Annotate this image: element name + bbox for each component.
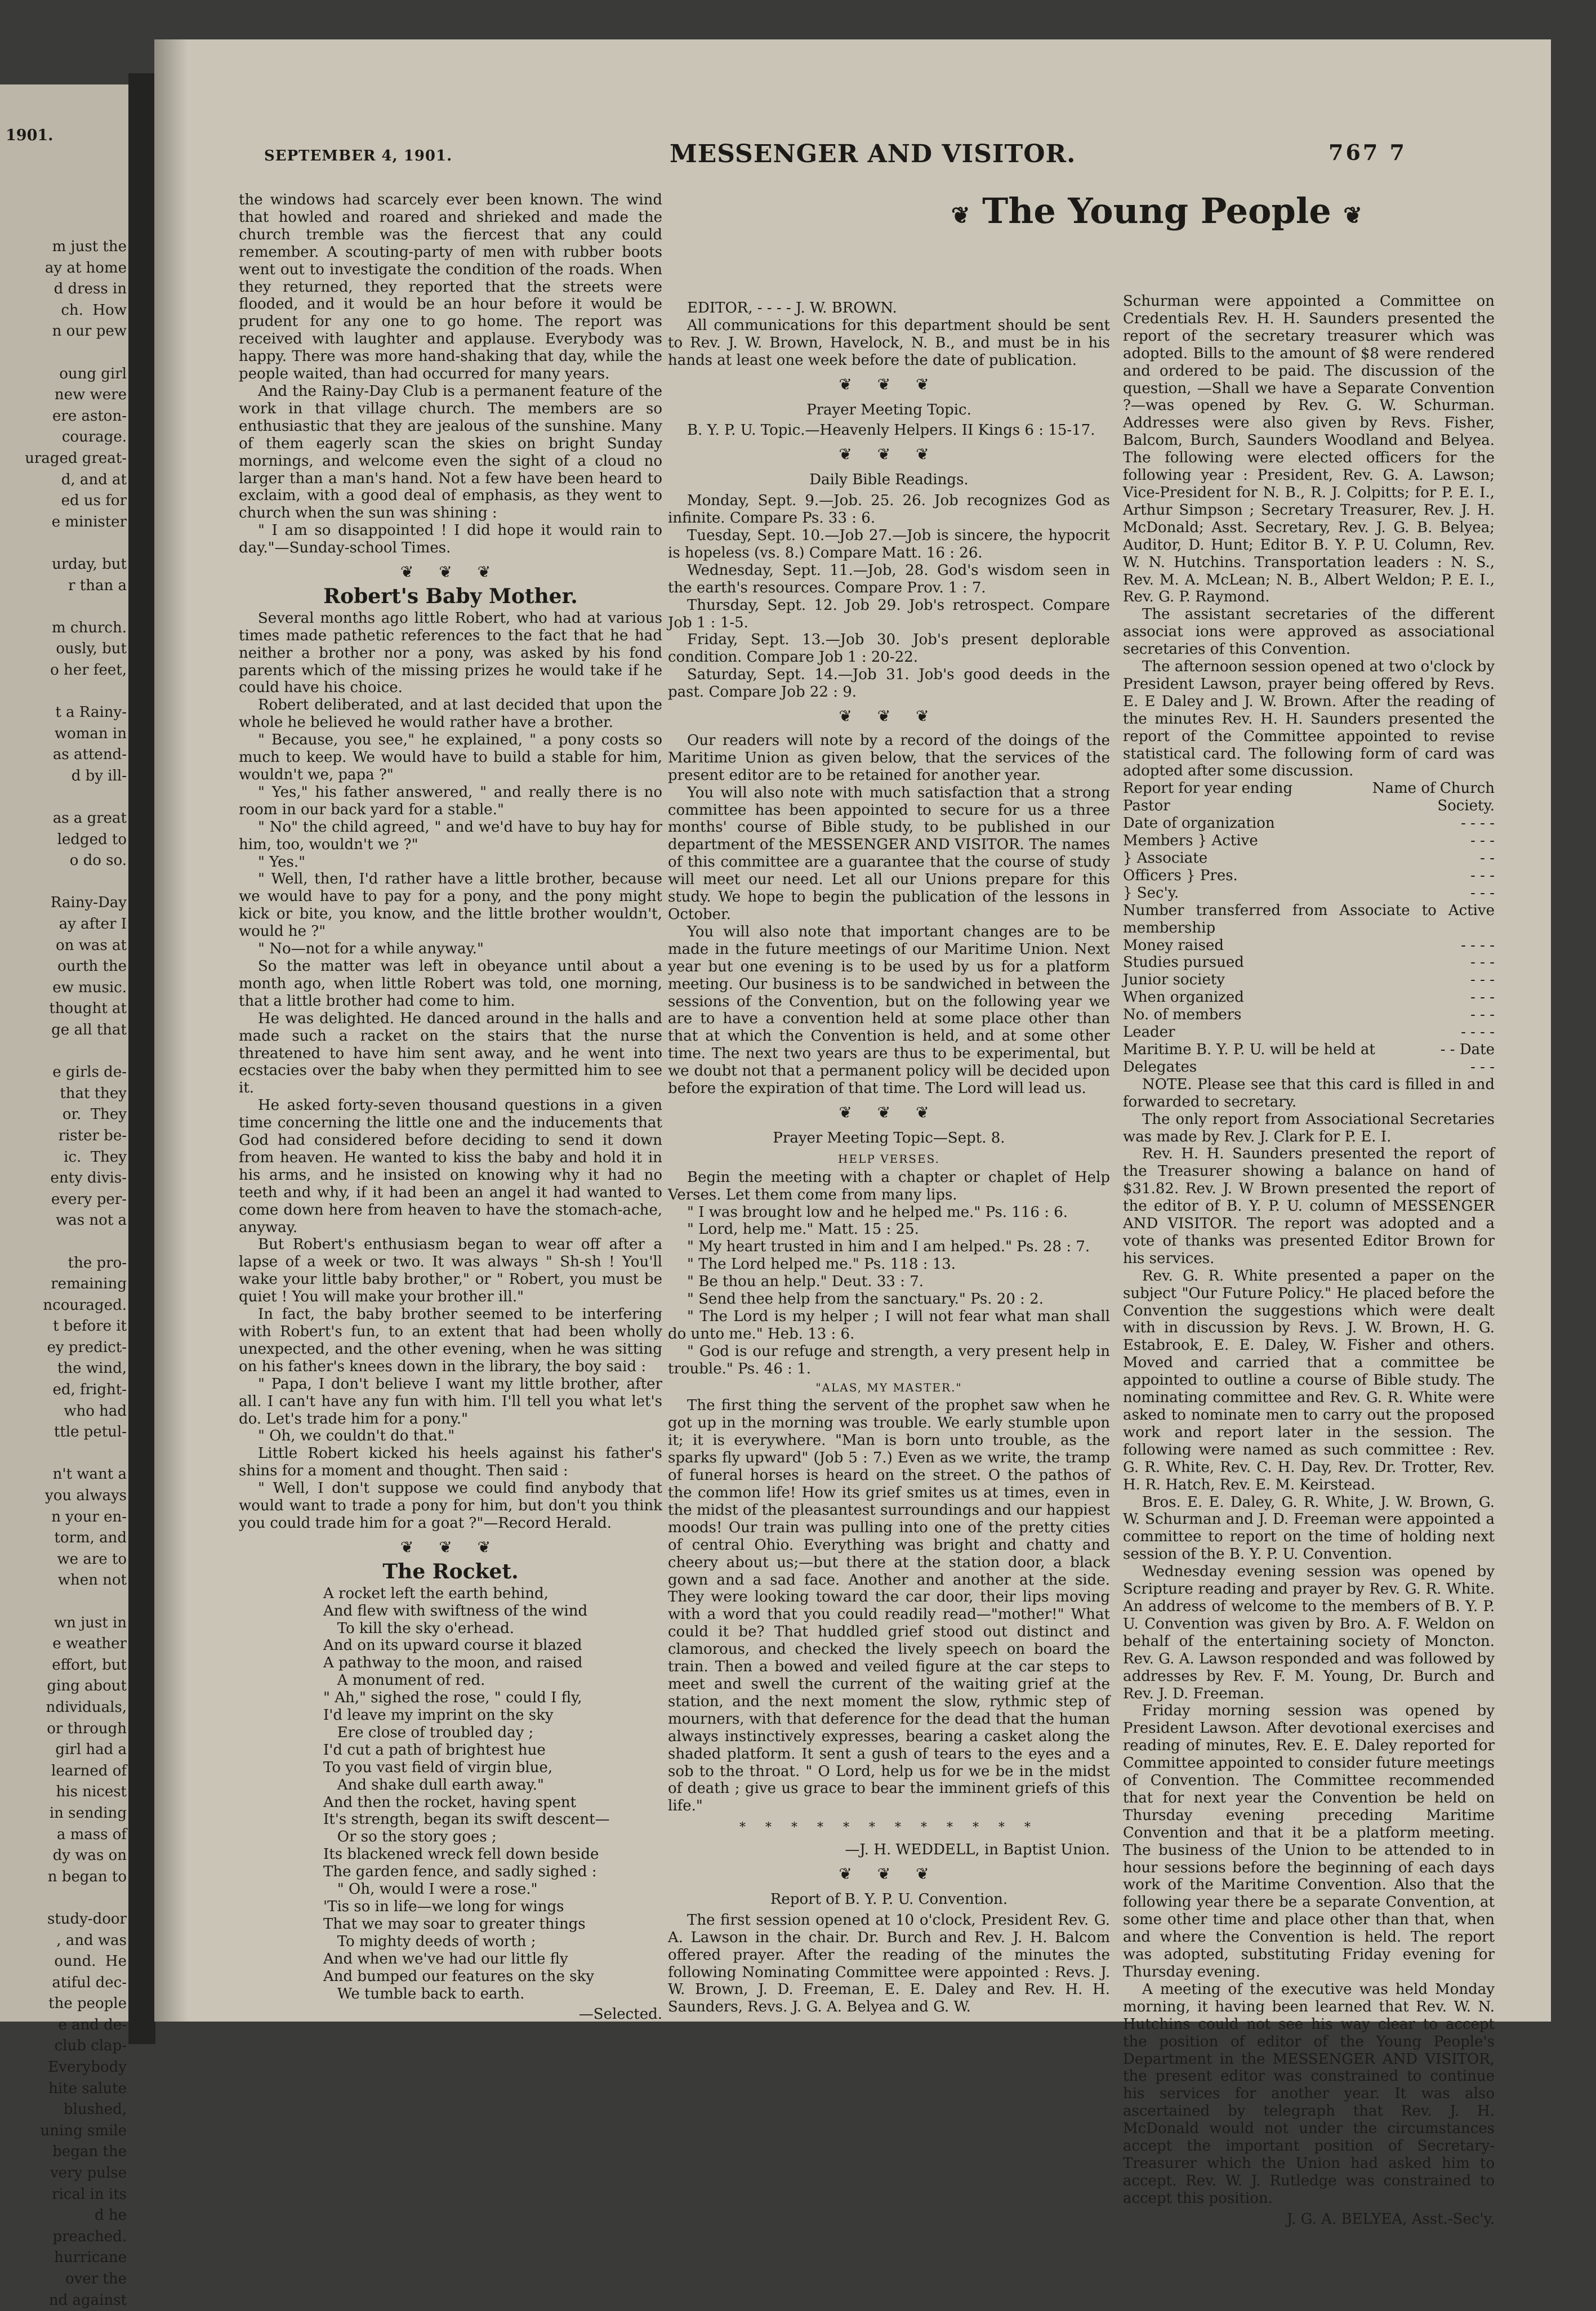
paragraph: " Papa, I don't believe I want my little brother, after all. I can't have any fun with him. I'll tell you what let's do. Let's trade him for a pony." bbox=[239, 1375, 662, 1427]
paragraph: " Yes." bbox=[258, 853, 306, 871]
form-row bbox=[1123, 1041, 1495, 1059]
paragraph: Begin the meeting with a chapter or chaplet of Help Verses. Let them come from many lips. bbox=[668, 1168, 1110, 1203]
paragraph: " I am so disappointed ! I did hope it would rain to day."—Sunday-school Times. bbox=[239, 522, 662, 557]
paragraph: The only report from Associational Secretaries was made by Rev. J. Clark for P. E. I. bbox=[1123, 1110, 1495, 1145]
newspaper-page bbox=[154, 39, 1551, 2228]
paragraph: Wednesday evening session was opened by Scripture reading and prayer by Rev. G. R. White. An address of welcome to the members of B. Y. P. U. Convention was given by Bro. A. F. Weldon on behalf of the entertaining society of Moncton. Rev. G. A. Lawson responded and was followed by addresses by Rev. F. M. Young, Dr. Burch and Rev. J. D. Freeman. bbox=[1123, 1563, 1495, 1702]
paragraph: The first session opened at 10 o'clock, President Rev. G. A. Lawson in the chair. Dr. Burch and Rev. J. H. Balcom offered prayer. After the reading of the minutes the following Nominating Committee were appointed : Revs. J. W. Brown, J. D. Freeman, E. E. Daley and Rev. H. H. Saunders, Revs. J. G. A. Belyea and G. W. bbox=[668, 1911, 1110, 2016]
ornament-divider: ❦ ❦ ❦ bbox=[839, 445, 939, 464]
page-gutter bbox=[128, 73, 155, 2044]
form-label: Pastor bbox=[1123, 797, 1170, 815]
bible-reading: Thursday, Sept. 12. Job 29. Job's retrospect. Compare Job 1 : 1-5. bbox=[668, 596, 1110, 631]
column-1 bbox=[239, 191, 662, 2027]
left-page-text-fragment: m just the ay at home d dress in ch. How n our pew oung girl new were ere aston- courage. uraged great- d, and at ed us for e minister urday, but r than a m church. ously, but o her feet, t a Rainy- woman in as attend- d by ill- as a great ledged to o do so. Rainy-Day ay after I on was at ourth the ew music. thought at ge all that e girls de- that they or. They rister be- ic. They enty divis- every per- was not a the pro- remaining ncouraged. t before it ey predict- the wind, ed, fright- who had ttle petul- n't want a you always n your en- torm, and we are to when not wn just in e weather effort, but ging about ndividuals, or through girl had a learned of his nicest in sending a mass of dy was on n began to study-door , and was ound. He atiful dec- the people e and de- club clap- Everybody hite salute blushed, uning smile began the very pulse rical in its d he preached. hurricane over the nd against bbox=[25, 238, 127, 2309]
form-row bbox=[1123, 832, 1495, 850]
poem-line: Its blackened wreck fell down beside bbox=[323, 1846, 599, 1863]
paragraph: But Robert's enthusiasm began to wear off after a lapse of a week or two. It was always " Sh-sh ! You'll wake your little baby brother," or " Robert, you must be quiet ! You will make your brother ill." bbox=[239, 1236, 662, 1306]
form-value: Name of Church bbox=[1372, 780, 1495, 797]
paragraph: B. Y. P. U. Topic.—Heavenly Helpers. II Kings 6 : 15-17. bbox=[687, 422, 1095, 439]
subheading: Report of B. Y. P. U. Convention. bbox=[770, 1890, 1008, 1908]
form-row bbox=[1123, 937, 1495, 954]
ornament-divider: ❦ ❦ ❦ bbox=[839, 374, 939, 394]
column-3 bbox=[1123, 293, 1495, 2232]
header-page-number: 767 7 bbox=[1328, 140, 1407, 165]
paragraph: " Yes," his father answered, " and really there is no room in our back yard for a stable." bbox=[239, 783, 662, 818]
form-label: } Associate bbox=[1123, 850, 1208, 867]
poem-line: A rocket left the earth behind, bbox=[323, 1585, 549, 1602]
paragraph: " Well, then, I'd rather have a little brother, because we would have to pay for a pony, and the pony might kick or bite, you know, and the little brother wouldn't, would he ?" bbox=[239, 871, 662, 940]
header-title: MESSENGER AND VISITOR. bbox=[670, 140, 1076, 168]
column-2 bbox=[668, 300, 1110, 2016]
editor-line: EDITOR, - - - - J. W. BROWN. bbox=[687, 300, 897, 316]
paragraph: " Oh, we couldn't do that." bbox=[258, 1427, 455, 1445]
form-label: Junior society bbox=[1123, 971, 1225, 989]
form-row bbox=[1123, 902, 1495, 937]
poem-line: That we may soar to greater things bbox=[323, 1915, 586, 1933]
form-row bbox=[1123, 867, 1495, 885]
paragraph: You will also note with much satisfaction that a strong committee has been appointed to secure for us a three months' course of Bible study, to be published in our department of the MESSENGER AND VISITOR. The names of this committee are a guarantee that the course of study will meet our need. Let all our Unions prepare for this study. We hope to begin the publication of the lessons in October. bbox=[668, 784, 1110, 923]
form-label: Delegates bbox=[1123, 1058, 1197, 1076]
form-row bbox=[1123, 780, 1495, 797]
form-label: Maritime B. Y. P. U. will be held at bbox=[1123, 1041, 1375, 1058]
paragraph: A meeting of the executive was held Monday morning, it having been learned that Rev. W. N. Hutchins could not see his way clear to accept the position of editor of the Young People's Department in the MESSENGER AND VISITOR, the present editor was constrained to continue his services for another year. It was also ascertained by telegraph that Rev. J. H. McDonald would not under the circumstances accept the important position of Secretary-Treasurer which the Union had asked him to accept. Rev. W. J. Rutledge was constrained to accept this position. bbox=[1123, 1980, 1495, 2207]
form-value: - - - bbox=[1470, 832, 1495, 850]
poem-line: A monument of red. bbox=[323, 1672, 485, 1689]
form-value: - - - bbox=[1470, 867, 1495, 884]
subheading: "ALAS, MY MASTER." bbox=[815, 1380, 962, 1394]
paragraph: And the Rainy-Day Club is a permanent feature of the work in that village church. The members are so enthusiastic that they are jealous of the sunshine. Many of them eagerly scan the skies on bright Sunday mornings, and welcome even the sight of a cloud no larger than a man's hand. Not a few have been heard to exclaim, with a good deal of emphasis, as they went to church when the sun was shining : bbox=[239, 382, 662, 522]
paragraph: Several months ago little Robert, who had at various times made pathetic references to the fact that he had neither a brother nor a pony, was asked by his fond parents which of the missing prizes he would take if he could have his choice. bbox=[239, 609, 662, 697]
form-value: - - - bbox=[1470, 1006, 1495, 1024]
poem-line: " Ah," sighed the rose, " could I fly, bbox=[323, 1689, 582, 1707]
poem-line: To kill the sky o'erhead. bbox=[323, 1620, 515, 1637]
poem-line: We tumble back to earth. bbox=[323, 1985, 525, 2002]
help-verse: " Be thou an help." Deut. 33 : 7. bbox=[687, 1273, 924, 1291]
form-row bbox=[1123, 815, 1495, 832]
poem-line: It's strength, began its swift descent— bbox=[323, 1811, 610, 1828]
subheading: HELP VERSES. bbox=[838, 1152, 940, 1166]
statistical-card-form bbox=[1123, 780, 1495, 1076]
bible-reading: Friday, Sept. 13.—Job 30. Job's present deplorable condition. Compare Job 1 : 20-22. bbox=[668, 631, 1110, 666]
form-value: - - - - bbox=[1461, 815, 1495, 832]
paragraph: " Because, you see," he explained, " a pony costs so much to keep. We would have to build a stable for him, wouldn't we, papa ?" bbox=[239, 731, 662, 783]
help-verse: " I was brought low and he helped me." Ps. 116 : 6. bbox=[687, 1203, 1068, 1221]
header-date: SEPTEMBER 4, 1901. bbox=[264, 148, 453, 164]
paragraph: " Well, I don't suppose we could find anybody that would want to trade a pony for him, but don't you think you could trade him for a goat ?"—Record Herald. bbox=[239, 1480, 662, 1532]
paragraph: The afternoon session opened at two o'clock by President Lawson, prayer being offered by Revs. E. E Daley and J. W. Brown. After the reading of the minutes Rev. H. H. Saunders presented the report of the Committee appointed to revise statistical card. The following form of card was adopted after some discussion. bbox=[1123, 658, 1495, 780]
paragraph: The first thing the servent of the prophet saw when he got up in the morning was trouble. We early stumble upon it; it is everywhere. "Man is born unto trouble, as the sparks fly upward" (Job 5 : 7.) Even as we write, the tramp of funeral horses is heard on the street. O the pathos of the common life! How its grief smites us at times, even in the midst of the pleasantest surroundings and our happiest moods! Our train was pulling into one of the pretty cities of central Ohio. Everything was bright and chatty and cheery about us;—but there at the station door, a black gown and a sad face. Another and another at the side. They were looking toward the car door, their lips moving with a word that you could readily read—"mother!" What could it be? That huddled grief stood out distinct and clamorous, and checked the lively speech on board the train. Then a bowed and veiled figure at the car steps to meet and swell the current of the waiting grief at the station, and the next moment the slow, rythmic step of mourners, with that deference for the dead that the human always instinctively expresses, bearing a casket along the shaded platform. It sent a gush of tears to the eyes and a sob to the throat. " O Lord, help us for we be in the midst of death ; give us grace to bear the imminent griefs of this life." bbox=[668, 1397, 1110, 1815]
paragraph: In fact, the baby brother seemed to be interfering with Robert's fun, to an extent that had been wholly unexpected, and the other evening, when he was sitting on his father's knees down in the library, the boy said : bbox=[239, 1306, 662, 1375]
leaf-ornament-icon: ❦ bbox=[951, 202, 970, 229]
form-label: Report for year ending bbox=[1123, 780, 1293, 797]
paragraph: All communications for this department should be sent to Rev. J. W. Brown, Havelock, N. B., and must be in his hands at least one week before the date of publication. bbox=[668, 316, 1110, 369]
form-row bbox=[1123, 1006, 1495, 1024]
poem-line: The garden fence, and sadly sighed : bbox=[323, 1863, 597, 1881]
help-verse: " The Lord helped me." Ps. 118 : 13. bbox=[687, 1256, 956, 1273]
form-value: - - - bbox=[1470, 954, 1495, 971]
form-label: Number transferred from Associate to Active membership bbox=[1123, 902, 1495, 936]
form-value: - - - bbox=[1470, 884, 1495, 902]
ornament-divider: ❦ ❦ ❦ bbox=[400, 1537, 501, 1556]
form-row bbox=[1123, 954, 1495, 971]
form-label: } Sec'y. bbox=[1123, 884, 1179, 902]
bible-reading: Tuesday, Sept. 10.—Job 27.—Job is sincere, the hypocrit is hopeless (vs. 8.) Compare Matt. 16 : 26. bbox=[668, 527, 1110, 561]
form-label: Members } Active bbox=[1123, 832, 1258, 850]
form-value: - - - bbox=[1470, 971, 1495, 989]
paragraph: Robert deliberated, and at last decided that upon the whole he believed he would rather have a brother. bbox=[239, 697, 662, 731]
help-verse: " Lord, help me." Matt. 15 : 25. bbox=[687, 1221, 919, 1238]
leaf-ornament-icon: ❦ bbox=[1343, 202, 1362, 229]
poem bbox=[239, 1585, 662, 2003]
section-title bbox=[875, 190, 1438, 231]
poem-line: And when we've had our little fly bbox=[323, 1950, 568, 1968]
paragraph: " No" the child agreed, " and we'd have to buy hay for him, too, wouldn't we ?" bbox=[239, 818, 662, 853]
form-row bbox=[1123, 850, 1495, 867]
paragraph: Friday morning session was opened by President Lawson. After devotional exercises and reading of minutes, Rev. E. E. Daley reported for Committee appointed to consider future meetings of Convention. The Committee recommended that for next year the Convention be held on Thursday evening preceding Maritime Convention and that it be a platform meeting. The business of the Union to be attended to in hour sessions before the beginning of each days work of the Maritime Convention. Also that the following year there be a separate Convention, at some other time and place other than that, when and where the Convention is held. The report was adopted, substituting Friday evening for Thursday evening. bbox=[1123, 1702, 1495, 1980]
form-row bbox=[1123, 989, 1495, 1006]
paragraph: Schurman were appointed a Committee on Credentials Rev. H. H. Saunders presented the report of the secretary treasurer which was adopted. Bills to the amount of $8 were rendered and ordered to be paid. The discussion of the question, —Shall we have a Separate Convention ?—was opened by Rev. G. W. Schurman. Addresses were also given by Revs. Fisher, Balcom, Burch, Saunders Woodland and Belyea. The following were elected officers for the following year : President, Rev. G. A. Lawson; Vice-President for N. B., R. J. Colpitts; for P. E. I., Arthur Simpson ; Secretary Treasurer, Rev. J. H. McDonald; Asst. Secretary, Rev. J. G. B. Belyea; Auditor, D. Hunt; Editor B. Y. P. U. Column, Rev. W. N. Hutchins. Transportation leaders : N. S., Rev. M. A. McLean; N. B., Albert Weldon; P. E. I., Rev. G. P. Raymond. bbox=[1123, 293, 1495, 606]
paragraph: Rev. G. R. White presented a paper on the subject "Our Future Policy." He placed before the Convention the suggestions which were dealt with in discussion by Revs. J. W. Brown, H. G. Estabrook, E. E. Daley, W. Fisher and others. Moved and carried that a committee be appointed to outline a course of Bible study. The nominating committee and Rev. G. R. White were asked to nominate men to carry out the proposed work and report later in the session. The following were named as such committee : Rev. G. R. White, Rev. C. H. Day, Rev. Dr. Trotter, Rev. H. R. Hatch, Rev. E. M. Keirstead. bbox=[1123, 1267, 1495, 1493]
section-title-text: The Young People bbox=[982, 190, 1331, 231]
article-title: Robert's Baby Mother. bbox=[323, 584, 578, 608]
poem-line: To you vast field of virgin blue, bbox=[323, 1759, 553, 1776]
help-verse: " God is our refuge and strength, a very present help in trouble." Ps. 46 : 1. bbox=[668, 1342, 1110, 1377]
form-value: - - Date bbox=[1440, 1041, 1495, 1058]
form-row bbox=[1123, 971, 1495, 989]
poem-line: And flew with swiftness of the wind bbox=[323, 1602, 588, 1620]
poem-line: And shake dull earth away." bbox=[323, 1776, 544, 1794]
poem-title: The Rocket. bbox=[382, 1559, 519, 1583]
subheading: Prayer Meeting Topic. bbox=[806, 401, 971, 418]
form-label: Officers } Pres. bbox=[1123, 867, 1238, 884]
ornament-divider: ❦ ❦ ❦ bbox=[400, 563, 501, 582]
poem-line: A pathway to the moon, and raised bbox=[323, 1654, 583, 1672]
ornament-divider: ❦ ❦ ❦ bbox=[839, 1103, 939, 1122]
poem-signature: —Selected. bbox=[578, 2006, 662, 2023]
star-divider: * * * * * * * * * * * * bbox=[739, 1821, 1038, 1835]
poem-line: Or so the story goes ; bbox=[323, 1828, 497, 1846]
left-page-header: 1901. bbox=[6, 127, 54, 144]
form-row bbox=[1123, 1059, 1495, 1076]
paragraph: He asked forty-seven thousand questions in a given time concerning the little one and the inducements that God had considered before deciding to send it down from heaven. He wanted to kiss the baby and hold it in his arms, and he insisted on knowing why it had no teeth and why, if it had been an angel it had wanted to come down here from heaven to have the stomach-ache, anyway. bbox=[239, 1097, 662, 1236]
paragraph: You will also note that important changes are to be made in the future meetings of our Maritime Union. Next year but one evening is to be used by us for a platform meeting. Our business is to be sandwiched in between the sessions of the Convention, but on the following year we are to have a convention held at some place other than that at which the Convention is held, and at some other time. The next two years are thus to be experimental, but we doubt not that a permanent policy will be decided upon before the expiration of that time. The Lord will lead us. bbox=[668, 923, 1110, 1097]
signature: —J. H. WEDDELL, in Baptist Union. bbox=[845, 1841, 1110, 1859]
paragraph: Little Robert kicked his heels against his father's shins for a moment and thought. Then said : bbox=[239, 1445, 662, 1480]
form-label: No. of members bbox=[1123, 1006, 1242, 1024]
paragraph: Our readers will note by a record of the doings of the Maritime Union as given below, that the services of the present editor are to be retained for another year. bbox=[668, 731, 1110, 784]
help-verse: " My heart trusted in him and I am helped." Ps. 28 : 7. bbox=[687, 1238, 1090, 1256]
paragraph: NOTE. Please see that this card is filled in and forwarded to secretary. bbox=[1123, 1076, 1495, 1110]
ornament-divider: ❦ ❦ ❦ bbox=[839, 707, 939, 726]
poem-line: And bumped our features on the sky bbox=[323, 1968, 594, 1985]
form-label: Money raised bbox=[1123, 936, 1224, 954]
poem-line: And on its upward course it blazed bbox=[323, 1637, 582, 1654]
form-row bbox=[1123, 797, 1495, 815]
form-label: Leader bbox=[1123, 1024, 1175, 1041]
left-page-fragment bbox=[0, 84, 130, 2309]
paragraph: So the matter was left in obeyance until about a month ago, when little Robert was told, one morning, that a little brother had come to him. bbox=[239, 957, 662, 1010]
poem-line: 'Tis so in life—we long for wings bbox=[323, 1898, 564, 1915]
signature: J. G. A. BELYEA, Asst.-Sec'y. bbox=[1286, 2210, 1495, 2228]
paragraph: The assistant secretaries of the different associat ions were approved as associational secretaries of this Convention. bbox=[1123, 606, 1495, 658]
subheading: Prayer Meeting Topic—Sept. 8. bbox=[773, 1129, 1005, 1146]
form-value: - - - - bbox=[1461, 1024, 1495, 1041]
poem-line: Ere close of troubled day ; bbox=[323, 1724, 534, 1741]
form-value: - - - - bbox=[1461, 936, 1495, 954]
subheading: Daily Bible Readings. bbox=[809, 471, 969, 489]
bible-reading: Monday, Sept. 9.—Job. 25. 26. Job recognizes God as infinite. Compare Ps. 33 : 6. bbox=[668, 492, 1110, 527]
form-label: Studies pursued bbox=[1123, 954, 1244, 971]
paragraph: He was delighted. He danced around in the halls and made such a racket on the stairs that the nurse threatened to have him sent away, and he went into ecstacies over the baby when they permitted him to see it. bbox=[239, 1010, 662, 1097]
bible-reading: Saturday, Sept. 14.—Job 31. Job's good deeds in the past. Compare Job 22 : 9. bbox=[668, 666, 1110, 701]
poem-line: To mighty deeds of worth ; bbox=[323, 1933, 536, 1950]
paragraph: " No—not for a while anyway." bbox=[258, 940, 484, 958]
form-value: - - bbox=[1480, 850, 1495, 867]
form-row bbox=[1123, 1024, 1495, 1041]
help-verse: " Send thee help from the sanctuary." Ps. 20 : 2. bbox=[687, 1291, 1044, 1308]
ornament-divider: ❦ ❦ ❦ bbox=[839, 1864, 939, 1884]
form-value: Society. bbox=[1437, 797, 1495, 815]
form-label: When organized bbox=[1123, 989, 1244, 1006]
poem-line: I'd cut a path of brightest hue bbox=[323, 1741, 546, 1759]
page-fold-shadow bbox=[154, 39, 188, 2022]
bible-reading: Wednesday, Sept. 11.—Job, 28. God's wisdom seen in the earth's resources. Compare Prov. 1 : 7. bbox=[668, 561, 1110, 596]
form-row bbox=[1123, 885, 1495, 902]
form-value: - - - bbox=[1470, 989, 1495, 1006]
help-verse: " The Lord is my helper ; I will not fear what man shall do unto me." Heb. 13 : 6. bbox=[668, 1308, 1110, 1342]
poem-line: I'd leave my imprint on the sky bbox=[323, 1707, 554, 1724]
paragraph: the windows had scarcely ever been known. The wind that howled and roared and shrieked and made the church tremble was the fiercest that any could remember. A scouting-party of men with rubber boots went out to investigate the condition of the roads. When they returned, they reported that the streets were flooded, and it would be an hour before it would be prudent for any one to go home. The report was received with laughter and applause. Everybody was happy. There was more hand-shaking that day, while the people waited, than had occurred for many years. bbox=[239, 191, 662, 383]
paragraph: Bros. E. E. Daley, G. R. White, J. W. Brown, G. W. Schurman and J. D. Freeman were appointed a committee to report on the time of holding next session of the B. Y. P. U. Convention. bbox=[1123, 1493, 1495, 1563]
poem-line: " Oh, would I were a rose." bbox=[323, 1881, 538, 1898]
form-label: Date of organization bbox=[1123, 815, 1275, 832]
form-value: - - - bbox=[1470, 1058, 1495, 1076]
paragraph: Rev. H. H. Saunders presented the report of the Treasurer showing a balance on hand of $31.82. Rev. J. W Brown presented the report of the editor of B. Y. P. U. column of MESSENGER AND VISITOR. The report was adopted and a vote of thanks was presented Editor Brown for his services. bbox=[1123, 1145, 1495, 1267]
poem-line: And then the rocket, having spent bbox=[323, 1794, 577, 1811]
